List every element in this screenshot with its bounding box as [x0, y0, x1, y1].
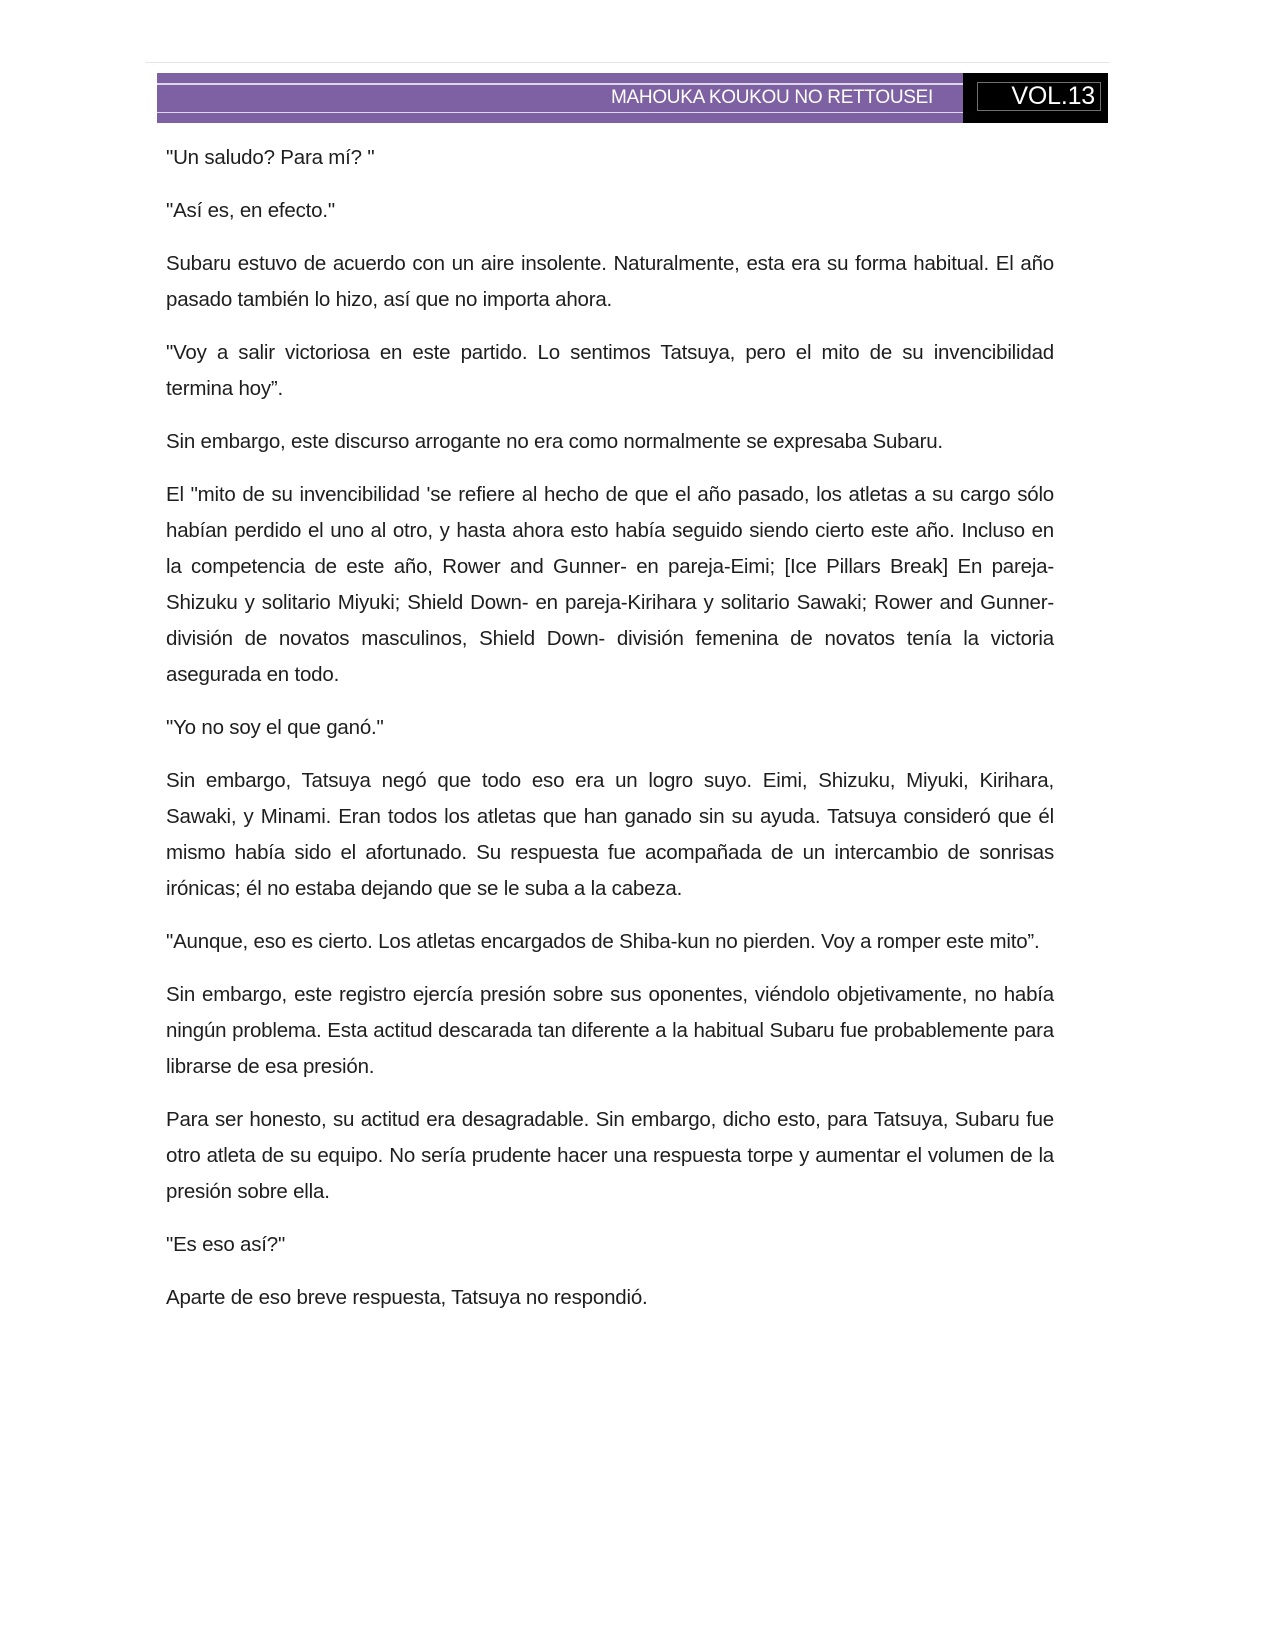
- paragraph: Aparte de eso breve respuesta, Tatsuya no respondió.: [166, 1286, 648, 1309]
- paragraph: El "mito de su invencibilidad 'se refiere al hecho de que el año pasado, los atletas a su cargo sólo habían perdido el uno al otro, y hasta ahora esto había seguido siendo cierto este año. Incluso en la competencia de este año, Rower and Gunner- en pareja-Eimi; [Ice Pillars Break] En pareja-Shizuku y solitario Miyuki; Shield Down- en pareja-Kirihara y solitario Sawaki; Rower and Gunner- división de novatos masculinos, Shield Down- división femenina de novatos tenía la victoria asegurada en todo.: [166, 483, 1054, 686]
- paragraph: Subaru estuvo de acuerdo con un aire insolente. Naturalmente, esta era su forma habitual. El año pasado también lo hizo, así que no importa ahora.: [166, 252, 1054, 311]
- paragraph: Sin embargo, este discurso arrogante no era como normalmente se expresaba Subaru.: [166, 430, 943, 453]
- header-title: MAHOUKA KOUKOU NO RETTOUSEI: [611, 87, 933, 108]
- header-banner: [157, 73, 963, 123]
- paragraph: Sin embargo, Tatsuya negó que todo eso era un logro suyo. Eimi, Shizuku, Miyuki, Kirihara, Sawaki, y Minami. Eran todos los atletas que han ganado sin su ayuda. Tatsuya consideró que él mismo había sido el afortunado. Su respuesta fue acompañada de un intercambio de sonrisas irónicas; él no estaba dejando que se le suba a la cabeza.: [166, 769, 1054, 900]
- paragraph: "Así es, en efecto.": [166, 199, 335, 222]
- page-content: [166, 140, 1054, 1333]
- header-bar: [157, 73, 1108, 123]
- volume-badge: [963, 73, 1108, 123]
- header-divider: [145, 62, 1110, 63]
- volume-badge-border: [977, 82, 1101, 111]
- paragraph: "Es eso así?": [166, 1233, 286, 1256]
- paragraph: Para ser honesto, su actitud era desagradable. Sin embargo, dicho esto, para Tatsuya, Subaru fue otro atleta de su equipo. No sería prudente hacer una respuesta torpe y aumentar el volumen de la presión sobre ella.: [166, 1108, 1054, 1203]
- paragraph: "Voy a salir victoriosa en este partido. Lo sentimos Tatsuya, pero el mito de su invencibilidad termina hoy”.: [166, 341, 1054, 400]
- volume-label: VOL.13: [1011, 82, 1095, 110]
- paragraph: "Yo no soy el que ganó.": [166, 716, 384, 739]
- paragraph: "Aunque, eso es cierto. Los atletas encargados de Shiba-kun no pierden. Voy a romper este mito”.: [166, 930, 1040, 953]
- paragraph: "Un saludo? Para mí? ": [166, 146, 375, 169]
- paragraph: Sin embargo, este registro ejercía presión sobre sus oponentes, viéndolo objetivamente, no había ningún problema. Esta actitud descarada tan diferente a la habitual Subaru fue probablemente para librarse de esa presión.: [166, 983, 1054, 1078]
